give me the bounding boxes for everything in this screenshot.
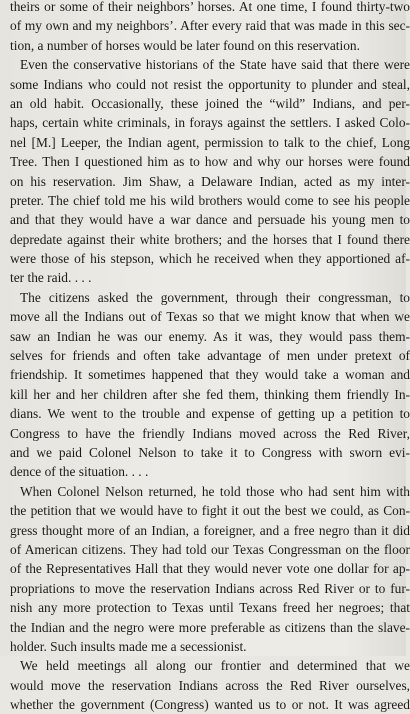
text-line: Tree. Then I questioned him as to how and why our horses were found <box>10 154 410 170</box>
paragraph-3 <box>10 288 410 482</box>
text-line: kill her and her children after she fed them, thinking them friendly In- <box>10 386 410 402</box>
text-line: friendship. It sometimes happened that they would take a woman and <box>10 367 410 383</box>
text-line: and that they would have a war dance and persuade his young men to <box>10 212 410 228</box>
text-line: nish any more protection to Texas until Texans freed her negroes; that <box>10 600 410 616</box>
text-line: would move the reservation Indians across the Red River ourselves, <box>10 677 410 693</box>
body-text <box>10 0 410 714</box>
text-line: of my own and my neighbors’. After every raid that was made in this sec- <box>10 18 410 34</box>
text-line: tion, a number of horses would be later found on this reservation. <box>10 37 360 53</box>
text-line: move all the Indians out of Texas so that we might know that when we <box>10 309 410 325</box>
text-line: saw an Indian he was our enemy. As it was, they would pass them- <box>10 328 410 344</box>
text-line: some Indians who could not resist the opportunity to plunder and steal, <box>10 76 410 92</box>
text-line: ter the raid. . . . <box>10 270 92 286</box>
text-line: dence of the situation. . . . <box>10 464 149 480</box>
text-line: We held meetings all along our frontier and determined that we <box>20 658 410 674</box>
text-line: preter. The chief told me his wild brothers would come to see his people <box>10 192 410 208</box>
text-line: of the Representatives Hall that they would never vote one dollar for ap- <box>10 561 410 577</box>
text-line: theirs or some of their neighbors’ horses. At one time, I found thirty-two <box>10 0 410 14</box>
text-line: and we paid Colonel Nelson to take it to Congress with sworn evi- <box>10 444 410 460</box>
paragraph-5 <box>10 656 410 714</box>
text-line: on his reservation. Jim Shaw, a Delaware Indian, acted as my inter- <box>10 173 410 189</box>
text-line: the Indian and the negro were more preferable as citizens than the slave- <box>10 619 410 635</box>
text-line: selves for friends and often take advantage of men under pretext of <box>10 348 410 364</box>
text-line: were those of his stepson, which he received when they apportioned af- <box>10 251 410 267</box>
text-line: haps, certain white criminals, in forays against the settlers. I asked Colo- <box>10 115 410 131</box>
paragraph-2 <box>10 55 410 288</box>
text-line: the petition that we would have to fight it out the best we could, as Con- <box>10 503 410 519</box>
text-line: Even the conservative historians of the State have said that there were <box>20 57 410 73</box>
text-line: holder. Such insults made me a secessionist. <box>10 638 247 654</box>
paragraph-1 <box>10 0 410 55</box>
text-line: gress thought more of an Indian, a foreigner, and a free negro than it did <box>10 522 410 538</box>
text-line: The citizens asked the government, through their congressman, to <box>20 289 410 305</box>
paragraph-4 <box>10 482 410 657</box>
text-line: nel [M.] Leeper, the Indian agent, permission to talk to the chief, Long <box>10 134 410 150</box>
text-line: depredate against their white brothers; and the horses that I found there <box>10 231 410 247</box>
text-line: of American citizens. They had told our Texas Congressman on the floor <box>10 541 410 557</box>
text-line: propriations to move the reservation Indians across Red River or to fur- <box>10 580 410 596</box>
text-line: whether the government (Congress) wanted us to or not. It was agreed <box>10 697 410 713</box>
text-line: Congress to have the friendly Indians moved across the Red River, <box>10 425 410 441</box>
text-line: When Colonel Nelson returned, he told those who had sent him with <box>20 483 410 499</box>
text-line: an old habit. Occasionally, these joined the “wild” Indians, and per- <box>10 95 410 111</box>
text-line: dians. We went to the trouble and expense of getting up a petition to <box>10 406 410 422</box>
